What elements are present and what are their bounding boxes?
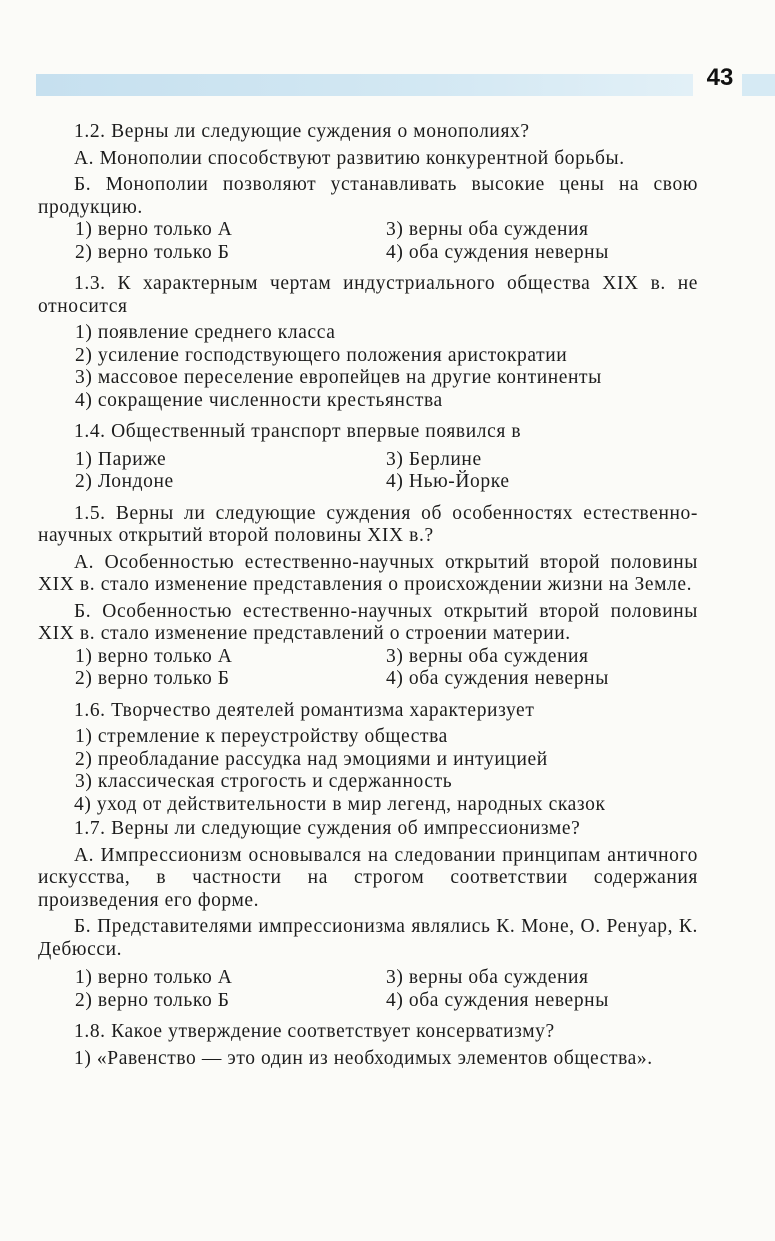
answer-option-1: 1) стремление к переустройству общества [75,726,448,747]
answer-option-3: 3) верны оба суждения [386,219,589,240]
question-title: 1.3. К характерным чертам индустриального общества XIX в. не относится [38,273,698,317]
question-title: 1.4. Общественный транспорт впервые появился в [74,421,522,442]
answer-option-2: 2) Лондоне [75,471,174,492]
answer-option-3: 3) верны оба суждения [386,645,589,667]
answer-option-2: 2) преобладание рассудка над эмоциями и интуицией [75,748,548,770]
answer-options [38,967,698,1012]
statement-b: Б. Особенностью естественно-научных открытий второй половины XIX в. стало изменение представлений о строении материи. [38,600,698,644]
statement-a: А. Импрессионизм основывался на следовании принципам античного искусства, в частности на строгом соответствии содержания произведения его форме. [38,844,698,911]
answer-option-4: 4) оба суждения неверны [386,241,609,263]
answer-option-1: 1) верно только А [75,219,233,240]
answer-options [38,449,698,494]
answer-option-3: 3) массовое переселение европейцев на другие континенты [75,367,602,388]
answer-option-1: 1) появление среднего класса [75,322,336,343]
answer-option-1: 1) «Равенство — это один из необходимых элементов общества». [74,1047,653,1069]
answer-option-2: 2) усиление господствующего положения аристократии [75,344,568,366]
question-1-5 [38,503,698,691]
statement-b: Б. Монополии позволяют устанавливать высокие цены на свою продукцию. [38,174,698,218]
answer-option-2: 2) верно только Б [75,241,230,263]
question-1-3 [38,273,698,412]
answer-option-4: 4) уход от действительности в мир легенд, народных сказок [74,793,606,815]
answer-option-4: 4) Нью-Йорке [386,471,510,492]
page-content [38,116,698,1070]
question-title: 1.6. Творчество деятелей романтизма характеризует [74,699,535,721]
answer-option-2: 2) верно только Б [75,668,230,689]
question-1-6 [38,700,698,817]
question-1-4 [38,421,698,494]
answer-option-3: 3) верны оба суждения [386,967,589,988]
answer-options [38,726,698,794]
question-1-8 [38,1021,698,1070]
answer-options [38,219,698,264]
answer-option-3: 3) классическая строгость и сдержанность [75,771,453,792]
answer-option-3: 3) Берлине [386,448,482,470]
question-title: 1.8. Какое утверждение соответствует консерватизму? [74,1021,555,1042]
answer-option-4: 4) оба суждения неверны [386,989,609,1011]
answer-option-1: 1) верно только А [75,645,233,667]
statement-a: А. Монополии способствуют развитию конкурентной борьбы. [74,147,625,169]
header-bar-edge [742,74,775,96]
answer-option-1: 1) Париже [75,448,167,470]
question-title: 1.5. Верны ли следующие суждения об особенностях естественно-научных открытий второй половины XIX в.? [38,502,698,546]
statement-a: А. Особенностью естественно-научных открытий второй половины XIX в. стало изменение представления о происхождении жизни на Земле. [38,551,698,595]
answer-option-1: 1) верно только А [75,967,233,988]
question-title: 1.7. Верны ли следующие суждения об импрессионизме? [74,818,581,839]
answer-option-4: 4) сокращение численности крестьянства [75,389,443,411]
header-bar [36,74,693,96]
answer-option-2: 2) верно только Б [75,989,230,1011]
page-number: 43 [706,64,734,91]
answer-option-4: 4) оба суждения неверны [386,668,609,689]
question-1-7 [38,818,698,1012]
question-1-2 [38,121,698,264]
answer-options [38,322,698,412]
statement-b: Б. Представителями импрессионизма являлись К. Моне, О. Ренуар, К. Дебюсси. [38,916,698,960]
question-title: 1.2. Верны ли следующие суждения о монополиях? [74,121,530,142]
answer-options [38,646,698,691]
